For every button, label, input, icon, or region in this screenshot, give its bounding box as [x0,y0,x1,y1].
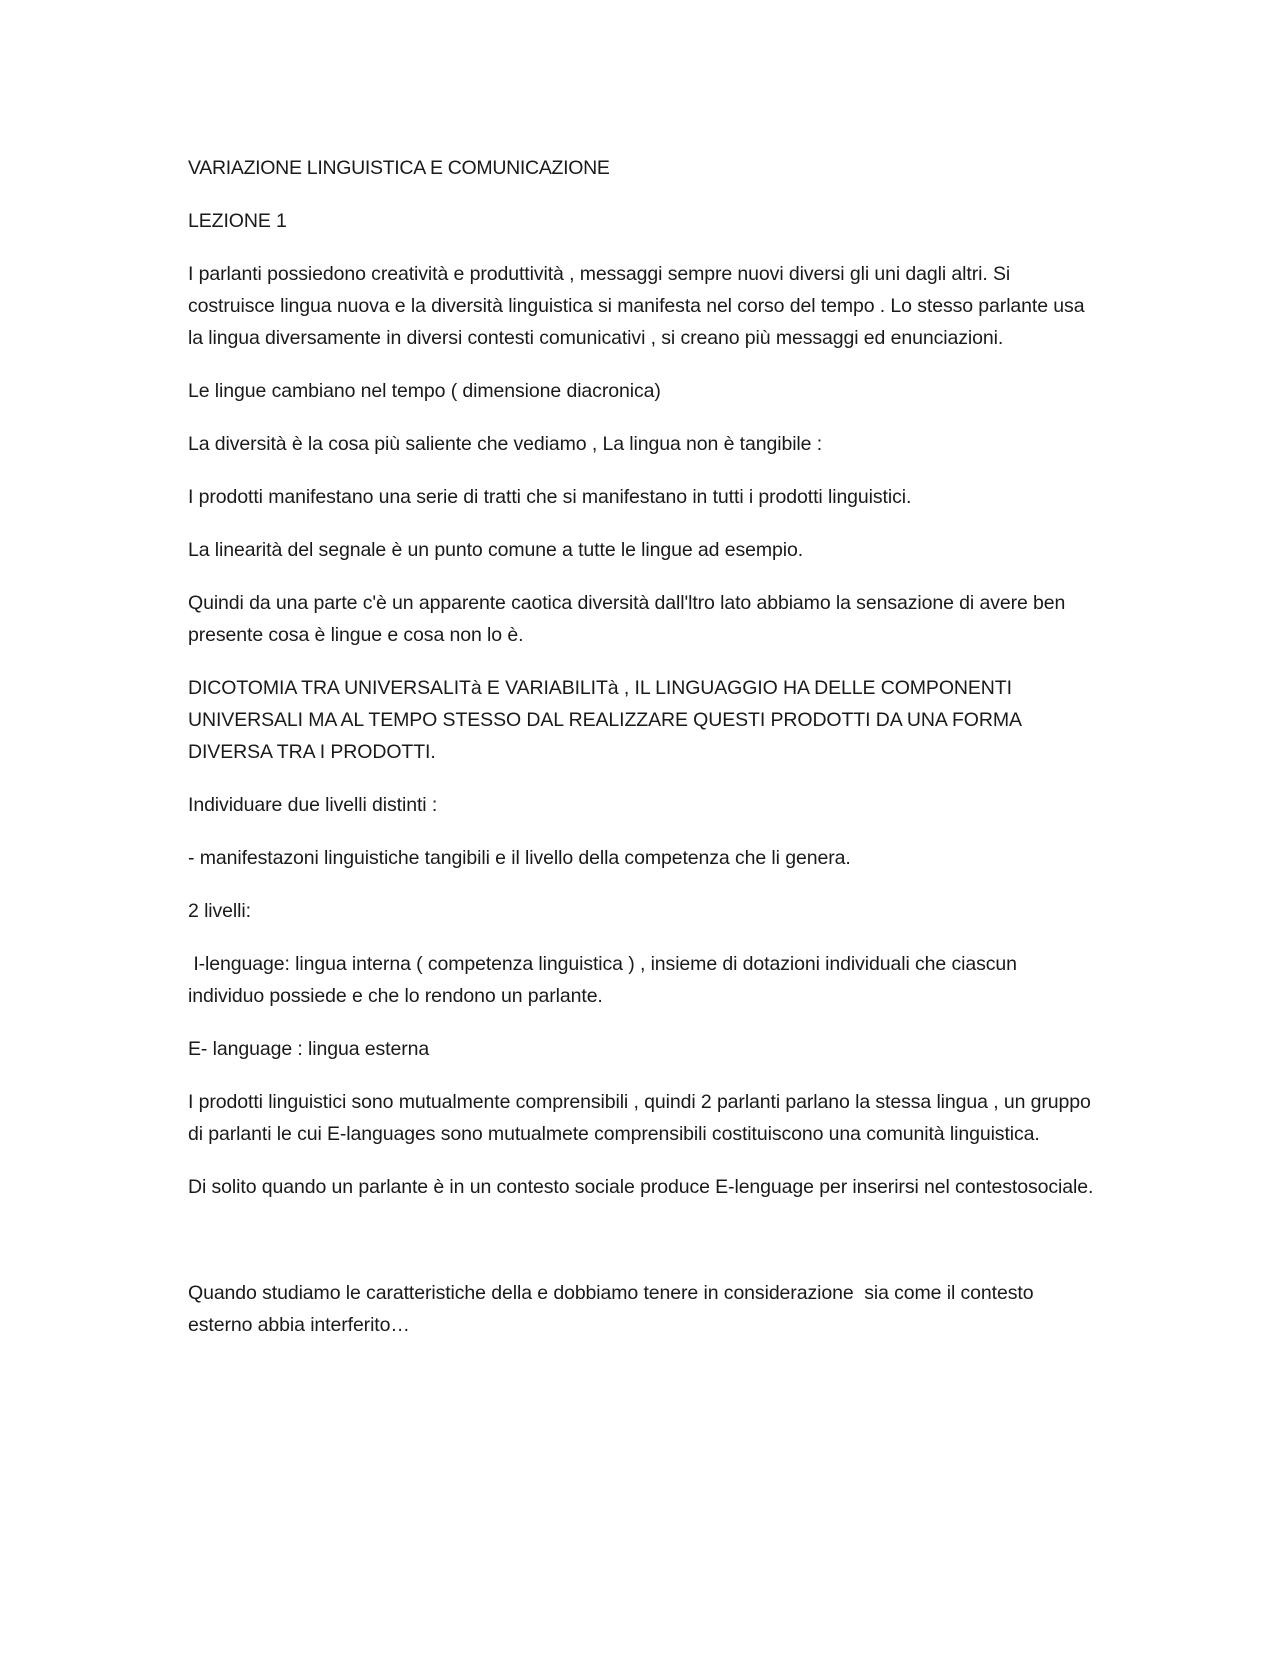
paragraph: E- language : lingua esterna [188,1038,430,1060]
document-body [188,152,1096,1362]
paragraph: I parlanti possiedono creatività e produttività , messaggi sempre nuovi diversi gli uni dagli altri. Si costruisce lingua nuova e la diversità linguistica si manifesta nel corso del tempo . Lo stesso parlante usa la lingua diversamente in diversi contesti comunicativi , si creano più messaggi ed enunciazioni. [188,263,1090,349]
paragraph: Individuare due livelli distinti : [188,794,438,816]
document-title: VARIAZIONE LINGUISTICA E COMUNICAZIONE [188,157,610,179]
paragraph: Di solito quando un parlante è in un contesto sociale produce E-lenguage per inserirsi nel contestosociale. [188,1176,1094,1198]
paragraph: DICOTOMIA TRA UNIVERSALITà E VARIABILITà , IL LINGUAGGIO HA DELLE COMPONENTI UNIVERSALI MA AL TEMPO STESSO DAL REALIZZARE QUESTI PRODOTTI DA UNA FORMA DIVERSA TRA I PRODOTTI. [188,677,1027,763]
paragraph: La diversità è la cosa più saliente che vediamo , La lingua non è tangibile : [188,433,823,455]
paragraph: I-lenguage: lingua interna ( competenza linguistica ) , insieme di dotazioni individuali che ciascun individuo possiede e che lo rendono un parlante. [188,953,1023,1007]
closing-paragraph: Quando studiamo le caratteristiche della e dobbiamo tenere in considerazione sia come il contesto esterno abbia interferito… [188,1282,1039,1336]
paragraph: - manifestazoni linguistiche tangibili e il livello della competenza che li genera. [188,847,851,869]
paragraph: 2 livelli: [188,900,251,922]
paragraph: La linearità del segnale è un punto comune a tutte le lingue ad esempio. [188,539,804,561]
paragraph: I prodotti manifestano una serie di tratti che si manifestano in tutti i prodotti linguistici. [188,486,912,508]
paragraph: Le lingue cambiano nel tempo ( dimensione diacronica) [188,380,661,402]
paragraph: I prodotti linguistici sono mutualmente comprensibili , quindi 2 parlanti parlano la stessa lingua , un gruppo di parlanti le cui E-languages sono mutualmete comprensibili costituiscono una comunità linguistica. [188,1091,1097,1145]
blank-line [188,1224,1096,1277]
lesson-heading: LEZIONE 1 [188,210,287,232]
paragraph: Quindi da una parte c'è un apparente caotica diversità dall'ltro lato abbiamo la sensazione di avere ben presente cosa è lingue e cosa non lo è. [188,592,1071,646]
